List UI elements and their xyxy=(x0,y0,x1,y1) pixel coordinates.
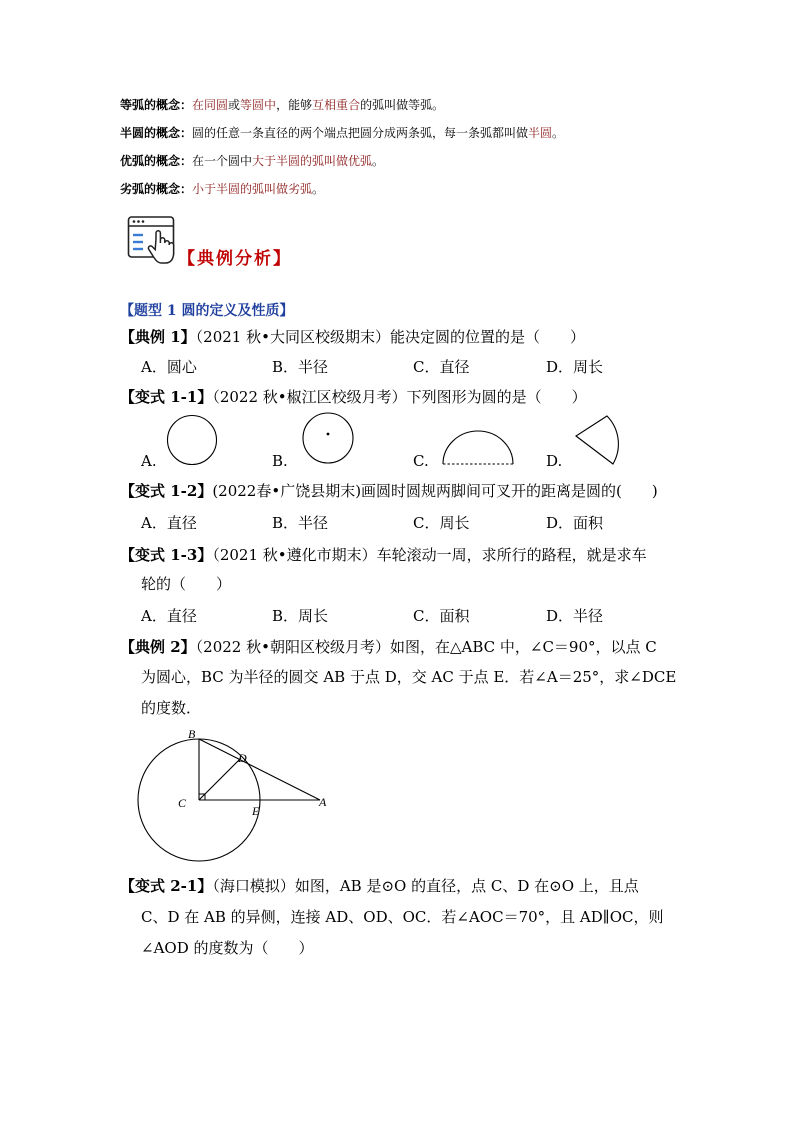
definition-label: 优弧的概念： xyxy=(120,154,193,168)
q3-option-c: C．周长 xyxy=(413,514,470,532)
definition-line xyxy=(120,152,384,169)
definition-keyword: 等圆中 xyxy=(240,98,277,112)
q2-figure-a-circle xyxy=(165,413,219,467)
definition-line xyxy=(120,96,444,113)
typical-example-icon xyxy=(127,213,177,271)
q2-figure-c-semicircle xyxy=(438,428,518,468)
label-a: A xyxy=(319,795,327,809)
q4-stem-line2: 轮的（ ） xyxy=(141,575,232,593)
section-header: 【典例分析】 xyxy=(178,249,292,269)
q6-text: （海口模拟）如图，AB 是⊙O 的直径，点 C、D 在⊙O 上，且点 xyxy=(212,877,639,895)
q1-option-a: A．圆心 xyxy=(141,358,197,376)
q4-text: （2021 秋•遵化市期末）车轮滚动一周，求所行的路程，就是求车 xyxy=(212,546,647,564)
q3-option-d: D．面积 xyxy=(546,514,604,532)
q5-tag: 【典例 2】 xyxy=(120,638,196,656)
definition-text: 在一个圆中 xyxy=(192,154,253,168)
q6-stem-line2: C、D 在 AB 的异侧，连接 AD、OD、OC．若∠AOC＝70°，且 AD∥OC，则 xyxy=(141,908,664,926)
q5-stem xyxy=(120,636,657,657)
q4-option-c: C．面积 xyxy=(413,607,470,625)
q2-stem xyxy=(120,386,587,407)
q1-option-b: B．半径 xyxy=(272,358,329,376)
definition-label: 劣弧的概念： xyxy=(120,182,193,196)
q1-text: （2021 秋•大同区校级期末）能决定圆的位置的是（ ） xyxy=(195,328,585,346)
q6-stem-line3: ∠AOD 的度数为（ ） xyxy=(141,939,314,957)
q3-text: (2022春•广饶县期末)画圆时圆规两脚间可叉开的距离是圆的( ) xyxy=(212,482,658,500)
q2-option-c: C. xyxy=(413,452,429,470)
definition-keyword: 小于半圆的弧叫做劣弧 xyxy=(192,182,313,196)
q2-option-b: B. xyxy=(272,452,288,470)
label-d: D xyxy=(238,751,247,765)
q1-option-c: C．直径 xyxy=(413,358,470,376)
q2-option-d: D. xyxy=(546,452,563,470)
label-c: C xyxy=(178,796,187,810)
q1-option-d: D．周长 xyxy=(546,358,604,376)
q6-tag: 【变式 2-1】 xyxy=(120,877,213,895)
definition-keyword: 半圆 xyxy=(528,126,553,140)
definition-keyword: 互相重合 xyxy=(312,98,361,112)
definition-line xyxy=(120,124,564,141)
q2-text: （2022 秋•椒江区校级月考）下列图形为圆的是（ ） xyxy=(212,388,587,406)
definition-text: 的弧叫做等弧。 xyxy=(360,98,445,112)
definition-text: 或 xyxy=(228,98,241,112)
q4-option-d: D．半径 xyxy=(546,607,604,625)
q2-option-a: A. xyxy=(141,452,157,470)
q4-option-b: B．周长 xyxy=(272,607,329,625)
q3-stem xyxy=(120,480,658,501)
topic-title: 【题型 1 圆的定义及性质】 xyxy=(120,303,294,319)
q1-tag: 【典例 1】 xyxy=(120,328,196,346)
q4-option-a: A．直径 xyxy=(141,607,197,625)
definition-line xyxy=(120,180,324,197)
definition-text: 。 xyxy=(372,154,385,168)
definition-text: 圆的任意一条直径的两个端点把圆分成两条弧，每一条弧都叫做 xyxy=(192,126,529,140)
q6-stem xyxy=(120,875,639,896)
q2-tag: 【变式 1-1】 xyxy=(120,388,213,406)
q5-stem-line3: 的度数． xyxy=(141,699,202,717)
q3-option-b: B．半径 xyxy=(272,514,329,532)
definition-keyword: 大于半圆的弧叫做优弧 xyxy=(252,154,373,168)
q4-stem xyxy=(120,544,647,565)
definition-text: 。 xyxy=(312,182,325,196)
definition-keyword: 在同圆 xyxy=(192,98,229,112)
q4-tag: 【变式 1-3】 xyxy=(120,546,213,564)
definition-text: 。 xyxy=(552,126,565,140)
q3-tag: 【变式 1-2】 xyxy=(120,482,213,500)
q2-figure-d-sector xyxy=(573,414,623,466)
q5-text: （2022 秋•朝阳区校级月考）如图，在△ABC 中，∠C＝90°，以点 C xyxy=(195,638,657,656)
q5-geometry-figure xyxy=(130,725,340,865)
q2-figure-b-circle-with-center xyxy=(300,410,356,466)
definition-text: ，能够 xyxy=(276,98,313,112)
q5-stem-line2: 为圆心，BC 为半径的圆交 AB 于点 D，交 AC 于点 E．若∠A＝25°，求∠DCE xyxy=(141,668,677,686)
label-e: E xyxy=(252,804,260,818)
definition-label: 等弧的概念： xyxy=(120,98,193,112)
q3-option-a: A．直径 xyxy=(141,514,197,532)
definition-label: 半圆的概念： xyxy=(120,126,193,140)
label-b: B xyxy=(188,727,196,741)
q1-stem xyxy=(120,326,585,347)
